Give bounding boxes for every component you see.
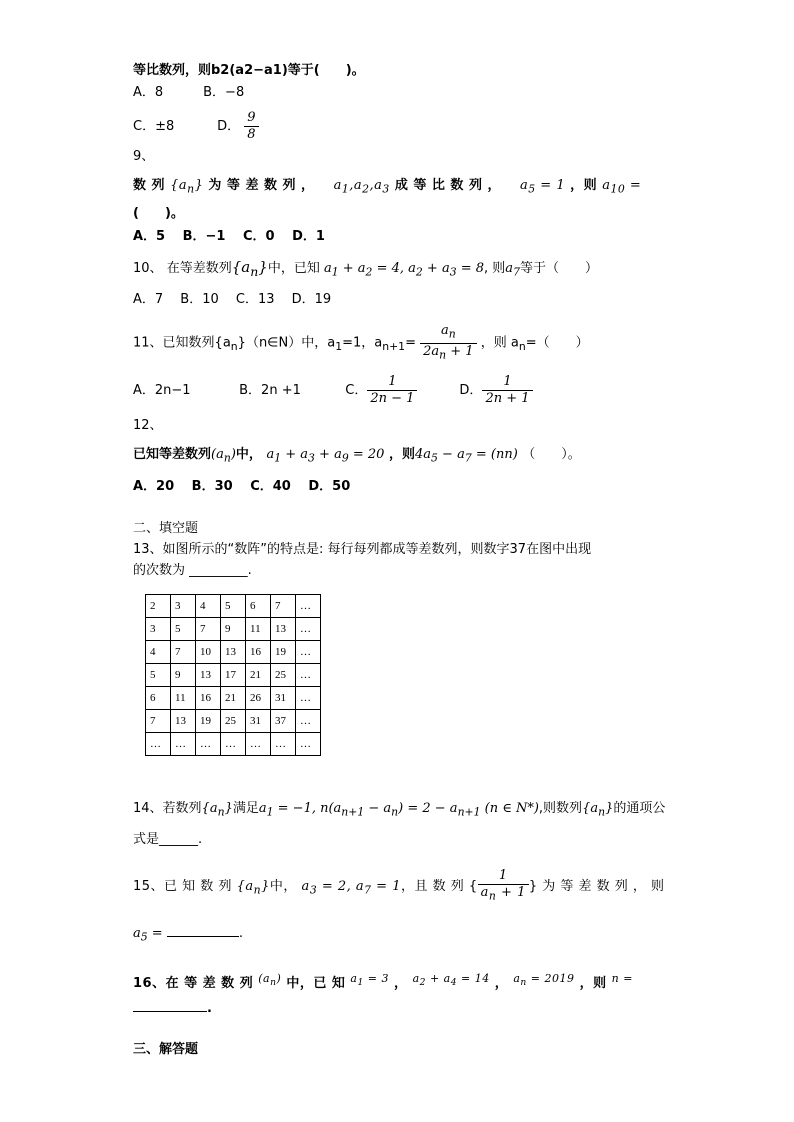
table-row bbox=[146, 618, 321, 641]
table-cell: 4 bbox=[146, 641, 171, 664]
table-cell: 31 bbox=[271, 687, 296, 710]
table-cell: 7 bbox=[196, 618, 221, 641]
table-cell: … bbox=[296, 618, 321, 641]
q14-line1: 14、若数列$\{a_n\}$满足$a_1 = -1$, $n(a_{n+1} - a_n) = 2 - a_{n+1}$ (n ∈ N*),则数列$\{a_n\}$的通项公 bbox=[133, 801, 666, 819]
q9-a5: $a_5 = 1$ bbox=[520, 178, 566, 196]
q8-options-row2 bbox=[133, 110, 259, 143]
q15-answer-blank[interactable] bbox=[167, 936, 239, 937]
table-row bbox=[146, 664, 321, 687]
q9-number: 9、 bbox=[133, 149, 155, 164]
table-cell: 13 bbox=[221, 641, 246, 664]
q14-condition: $a_1 = -1$, $n(a_{n+1} - a_n) = 2 - a_{n+1}$ (n ∈ N*) bbox=[258, 801, 539, 819]
q12-condition: $a_1 + a_3 + a_9 = 20$ bbox=[266, 447, 385, 465]
q16-a2-a4: a2 + a4 = 14 bbox=[412, 972, 490, 989]
q9-a10: $a_{10}$ = bbox=[602, 178, 642, 196]
table-cell: 13 bbox=[196, 664, 221, 687]
q16-answer-blank[interactable] bbox=[133, 1011, 207, 1012]
q15-a5: $a_5$ = bbox=[133, 926, 167, 944]
q15-seq: $\{a_n\}$ bbox=[236, 878, 270, 897]
q11-option-b: B．2n +1 bbox=[239, 383, 301, 398]
q11-option-d: D． $\frac{1}{2n + 1}$ bbox=[459, 374, 532, 407]
q12-seq: $(a_n)$ bbox=[211, 447, 236, 465]
table-cell: … bbox=[171, 733, 196, 756]
q9-options: A．5 B．−1 C．0 D．1 bbox=[133, 229, 325, 244]
table-cell: 6 bbox=[146, 687, 171, 710]
table-cell: 37 bbox=[271, 710, 296, 733]
q14-seq-2: $\{a_n\}$ bbox=[582, 801, 614, 819]
q9-seq: $\{a_n\}$ bbox=[170, 178, 204, 196]
q15-condition: $a_3 = 2$, $a_7 = 1$ bbox=[301, 878, 401, 897]
q8-stem: 等比数列，则b2(a2−a1)等于( )。 bbox=[133, 63, 365, 78]
q8-option-d-fraction: $\frac{9}{8}$ bbox=[244, 110, 258, 143]
q12-stem: 已知等差数列$(a_n)$中， $a_1 + a_3 + a_9 = 20$ ，则$4a_5 - a_7 = (nn)$ （ ）。 bbox=[133, 447, 581, 465]
table-cell: 26 bbox=[246, 687, 271, 710]
table-cell: 9 bbox=[221, 618, 246, 641]
q10-seq: $\{a_n\}$ bbox=[231, 258, 268, 279]
q12-expression: $4a_5 - a_7 = (nn)$ bbox=[414, 447, 518, 465]
table-cell: … bbox=[296, 710, 321, 733]
q12-options: A．20 B．30 C．40 D．50 bbox=[133, 479, 351, 494]
table-cell: 11 bbox=[171, 687, 196, 710]
q11-options bbox=[133, 374, 533, 407]
q11-option-a: A．2n−1 bbox=[133, 383, 191, 398]
q15-fraction: $\frac{1}{a_n + 1}$ bbox=[478, 868, 529, 905]
table-cell: 7 bbox=[271, 595, 296, 618]
q10-stem: 10、 在等差数列$\{a_n\}$中，已知 $a_1 + a_2 = 4$, $a_2 + a_3 = 8$, 则$a_7$等于（ ） bbox=[133, 258, 598, 279]
table-cell: … bbox=[296, 664, 321, 687]
section2-title: 二、填空题 bbox=[133, 521, 199, 536]
table-cell: 17 bbox=[221, 664, 246, 687]
table-cell: 3 bbox=[171, 595, 196, 618]
q13-line1: 13、如图所示的“数阵”的特点是: 每行每列都成等差数列，则数字37在图中出现 bbox=[133, 542, 592, 557]
table-row bbox=[146, 641, 321, 664]
table-cell: 21 bbox=[221, 687, 246, 710]
q9-stem: 数 列 $\{a_n\}$ 为 等 差 数 列 ， $a_1,a_2,a_3$ 成 等 比 数 列 ， $a_5 = 1$ ，则 $a_{10}$ = bbox=[133, 178, 642, 196]
table-cell: … bbox=[296, 687, 321, 710]
table-row bbox=[146, 595, 321, 618]
table-row bbox=[146, 733, 321, 756]
q9-terms: $a_1,a_2,a_3$ bbox=[333, 178, 390, 196]
table-cell: 5 bbox=[146, 664, 171, 687]
table-cell: 10 bbox=[196, 641, 221, 664]
table-cell: 7 bbox=[171, 641, 196, 664]
table-cell: … bbox=[196, 733, 221, 756]
table-cell: 19 bbox=[271, 641, 296, 664]
table-row bbox=[146, 687, 321, 710]
q16-a1: a1 = 3 bbox=[350, 972, 389, 989]
q11-recurrence-fraction: $\frac{a_n}{2a_n + 1}$ bbox=[420, 323, 476, 363]
q15-line1: 15、已 知 数 列 $\{a_n\}$中， $a_3 = 2$, $a_7 = 1$，且 数 列 { $\frac{1}{a_n + 1}$ } 为 等 差 数 列 ， 则 bbox=[133, 868, 665, 903]
q12-number: 12、 bbox=[133, 418, 163, 433]
table-cell: 6 bbox=[246, 595, 271, 618]
table-cell: … bbox=[221, 733, 246, 756]
q10-condition: $a_1 + a_2 = 4$, $a_2 + a_3 = 8$ bbox=[323, 261, 485, 279]
q13-number-array-table bbox=[145, 594, 321, 756]
table-cell: 3 bbox=[146, 618, 171, 641]
table-cell: 2 bbox=[146, 595, 171, 618]
table-cell: 13 bbox=[271, 618, 296, 641]
q11-option-c: C． $\frac{1}{2n - 1}$ bbox=[345, 374, 455, 407]
q9-blank: ( )。 bbox=[133, 206, 184, 221]
table-row bbox=[146, 710, 321, 733]
table-cell: … bbox=[146, 733, 171, 756]
q8-option-b: B．−8 bbox=[203, 85, 245, 100]
q16-seq: (an) bbox=[258, 972, 282, 989]
table-cell: 31 bbox=[246, 710, 271, 733]
table-cell: 25 bbox=[271, 664, 296, 687]
table-cell: … bbox=[246, 733, 271, 756]
q14-seq: $\{a_n\}$ bbox=[201, 801, 233, 819]
table-cell: 21 bbox=[246, 664, 271, 687]
table-cell: 19 bbox=[196, 710, 221, 733]
table-cell: 13 bbox=[171, 710, 196, 733]
q16-an: an = 2019 bbox=[513, 972, 575, 989]
table-cell: … bbox=[296, 595, 321, 618]
table-cell: 16 bbox=[196, 687, 221, 710]
q8-option-d: D． bbox=[217, 119, 241, 134]
q8-option-a: A．8 bbox=[133, 85, 164, 100]
q14-line2: 式是______. bbox=[133, 832, 203, 847]
q13-line2: 的次数为 _________. bbox=[133, 563, 252, 578]
table-cell: 9 bbox=[171, 664, 196, 687]
table-cell: 4 bbox=[196, 595, 221, 618]
table-cell: 25 bbox=[221, 710, 246, 733]
q15-answer-line: $a_5$ = . bbox=[133, 926, 243, 944]
table-cell: … bbox=[271, 733, 296, 756]
table-cell: 7 bbox=[146, 710, 171, 733]
table-cell: 5 bbox=[171, 618, 196, 641]
q10-options: A．7 B．10 C．13 D．19 bbox=[133, 292, 332, 307]
table-cell: … bbox=[296, 641, 321, 664]
table-cell: 16 bbox=[246, 641, 271, 664]
section3-title: 三、解答题 bbox=[133, 1042, 199, 1057]
q8-option-c: C．±8 bbox=[133, 119, 175, 134]
q8-options-row1 bbox=[133, 84, 244, 102]
q11-stem: 11、已知数列$\{a_n\}(n\in N)$中，$a_1=1$，$a_{n+1}=$ $\frac{a_n}{2a_n + 1}$ ，则 $a_n=$（ ） bbox=[133, 323, 589, 362]
q10-a7: $a_7$ bbox=[505, 261, 520, 279]
table-cell: 5 bbox=[221, 595, 246, 618]
q16-line2: . bbox=[133, 1000, 212, 1018]
table-cell: 11 bbox=[246, 618, 271, 641]
q16-n: n = bbox=[611, 972, 633, 985]
table-cell: … bbox=[296, 733, 321, 756]
q16-line1: 16、在 等 差 数 列 $^{(a_n)}$ 中，已 知 $^{a_1 = 3}$ ， $^{a_2 + a_4 = 14}$ ， $^{a_n = 2019}$ ，则 $^{n =}$ bbox=[133, 972, 633, 991]
